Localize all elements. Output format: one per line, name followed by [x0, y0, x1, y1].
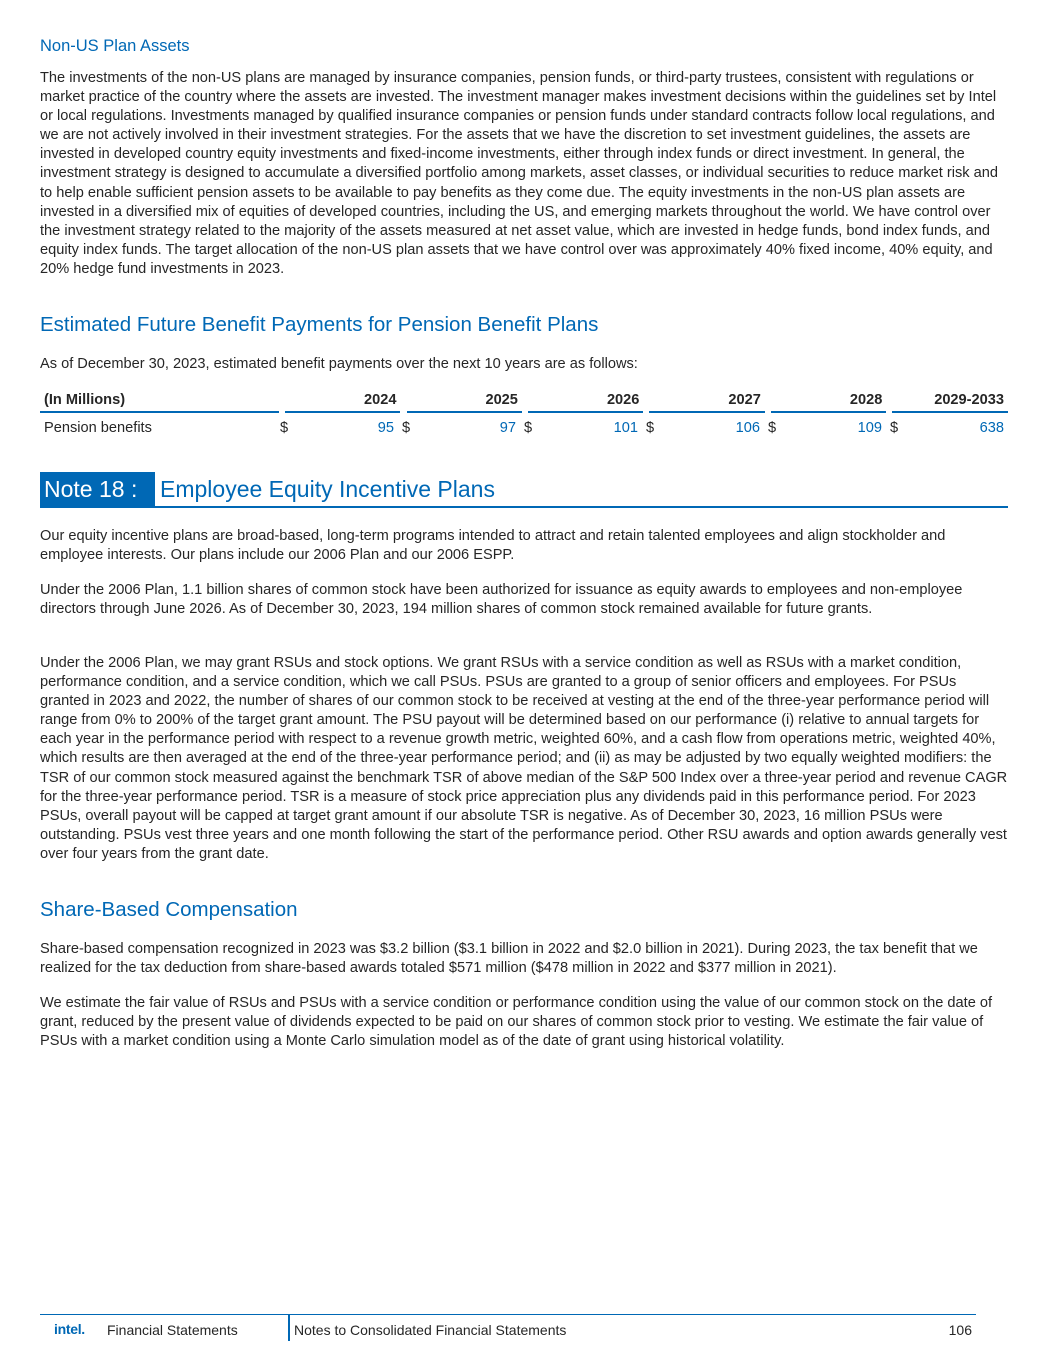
estimated-benefit-intro: As of December 30, 2023, estimated benefit payments over the next 10 years are as follows: [40, 356, 638, 372]
value-2025: 97 [499, 420, 516, 436]
row-label: Pension benefits [44, 420, 152, 436]
estimated-benefit-payments-heading: Estimated Future Benefit Payments for Pension Benefit Plans [40, 313, 599, 336]
note-paragraph-1: Our equity incentive plans are broad-based, long-term programs intended to attract and retain talented employees and align stockholder and employee interests. Our plans include our 2006 Plan and our 2006 ESPP. [40, 528, 946, 564]
table-header-2025: 2025 [407, 388, 522, 413]
value-2024: 95 [377, 420, 394, 436]
benefit-payments-body [40, 414, 1008, 441]
note-paragraph-3: Under the 2006 Plan, we may grant RSUs and stock options. We grant RSUs with a service condition as well as RSUs with a market condition, performance condition, and a service condition, which we call PSUs. PSUs are granted to a group of senior officers and employees. For PSUs granted in 2023 and 2022, the number of shares of our common stock to be received at vesting at the end of the three-year performance period will range from 0% to 200% of the target grant amount. The PSU payout will be determined based on our performance (i) relative to annual targets for each year in the performance period with respect to a revenue growth metric, weighted 60%, and a cash flow from operations metric, weighted 40%, which results are then averaged at the end of the three-year performance period; and (ii) as may be adjusted by two equally weighted modifiers: the TSR of our common stock measured against the benchmark TSR of above median of the S&P 500 Index over a three-year period and revenue CAGR for the three-year performance period. TSR is a measure of stock price appreciation plus any dividends paid in this performance period. For 2023 PSUs, overall payout will be capped at target grant amount if our absolute TSR is negative. As of December 30, 2023, 16 million PSUs were outstanding. PSUs vest three years and one month following the start of the performance period. Other RSU awards and option awards generally vest over four years from the grant date. [40, 655, 1008, 862]
note-title: Employee Equity Incentive Plans [160, 476, 495, 502]
value-2029-2033: 638 [979, 420, 1004, 436]
currency-symbol: $ [280, 420, 289, 436]
page-footer [40, 1314, 976, 1345]
page-number: 106 [948, 1322, 972, 1338]
footer-section-link[interactable]: Financial Statements [107, 1322, 238, 1338]
share-based-compensation-paragraph-2: We estimate the fair value of RSUs and PSUs with a service condition or performance condition using the value of our common stock on the date of grant, reduced by the present value of dividends expected to be paid on our shares of common stock prior to vesting. We estimate the fair value of PSUs with a market condition using a Monte Carlo simulation model as of the date of grant using historical volatility. [40, 995, 993, 1050]
table-header-row [40, 388, 1008, 413]
table-header-2029-2033: 2029-2033 [892, 388, 1008, 413]
value-2027: 106 [735, 420, 760, 436]
currency-symbol: $ [890, 420, 899, 436]
share-based-compensation-heading: Share-Based Compensation [40, 898, 298, 921]
intel-logo: intel. [54, 1321, 85, 1337]
non-us-plan-assets-paragraph: The investments of the non-US plans are managed by insurance companies, pension funds, or third-party trustees, consistent with regulations or market practice of the country where the assets are invested. The investment manager makes investment decisions within the guidelines set by Intel or local regulations. Investments managed by qualified insurance companies or pension funds under standard contracts follow local regulations, and we are not actively involved in their investment strategies. For the assets that we have the discretion to set investment guidelines, the assets are invested in developed country equity investments and fixed-income investments, either through index funds or direct investment. In general, the investment strategy is designed to accumulate a diversified portfolio among markets, asset classes, or individual securities to reduce market risk and to help enable sufficient pension assets to be available to pay benefits as they come due. The equity investments in the non-US plan assets are invested in a diversified mix of equities of developed countries, including the US, and emerging markets throughout the world. We have control over the investment strategy related to the majority of the assets measured at net asset value, which are invested in hedge funds, bond index funds, and equity index funds. The target allocation of the non-US plan assets that we have control over was approximately 40% fixed income, 40% equity, and 20% hedge fund investments in 2023. [40, 70, 998, 277]
table-header-2024: 2024 [285, 388, 400, 413]
currency-symbol: $ [768, 420, 777, 436]
currency-symbol: $ [646, 420, 655, 436]
table-header-2027: 2027 [649, 388, 764, 413]
value-2028: 109 [857, 420, 882, 436]
note-number-badge: Note 18 : [40, 472, 155, 506]
value-2026: 101 [613, 420, 638, 436]
currency-symbol: $ [524, 420, 533, 436]
non-us-plan-assets-heading: Non-US Plan Assets [40, 37, 190, 55]
currency-symbol: $ [402, 420, 411, 436]
footer-divider [288, 1315, 290, 1341]
note-paragraph-2: Under the 2006 Plan, 1.1 billion shares of common stock have been authorized for issuance as equity awards to employees and non-employee directors through June 2026. As of December 30, 2023, 194 million shares of common stock remained available for future grants. [40, 582, 963, 618]
note-header [40, 472, 1008, 508]
benefit-payments-table [40, 388, 1008, 413]
table-row [40, 414, 1008, 441]
table-header-label: (In Millions) [40, 388, 279, 413]
table-header-2026: 2026 [528, 388, 643, 413]
footer-subsection-link[interactable]: Notes to Consolidated Financial Statements [294, 1322, 567, 1338]
share-based-compensation-paragraph-1: Share-based compensation recognized in 2023 was $3.2 billion ($3.1 billion in 2022 and $2.0 billion in 2021). During 2023, the tax benefit that we realized for the tax deduction from share-based awards totaled $571 million ($478 million in 2022 and $377 million in 2021). [40, 941, 978, 977]
table-header-2028: 2028 [771, 388, 886, 413]
